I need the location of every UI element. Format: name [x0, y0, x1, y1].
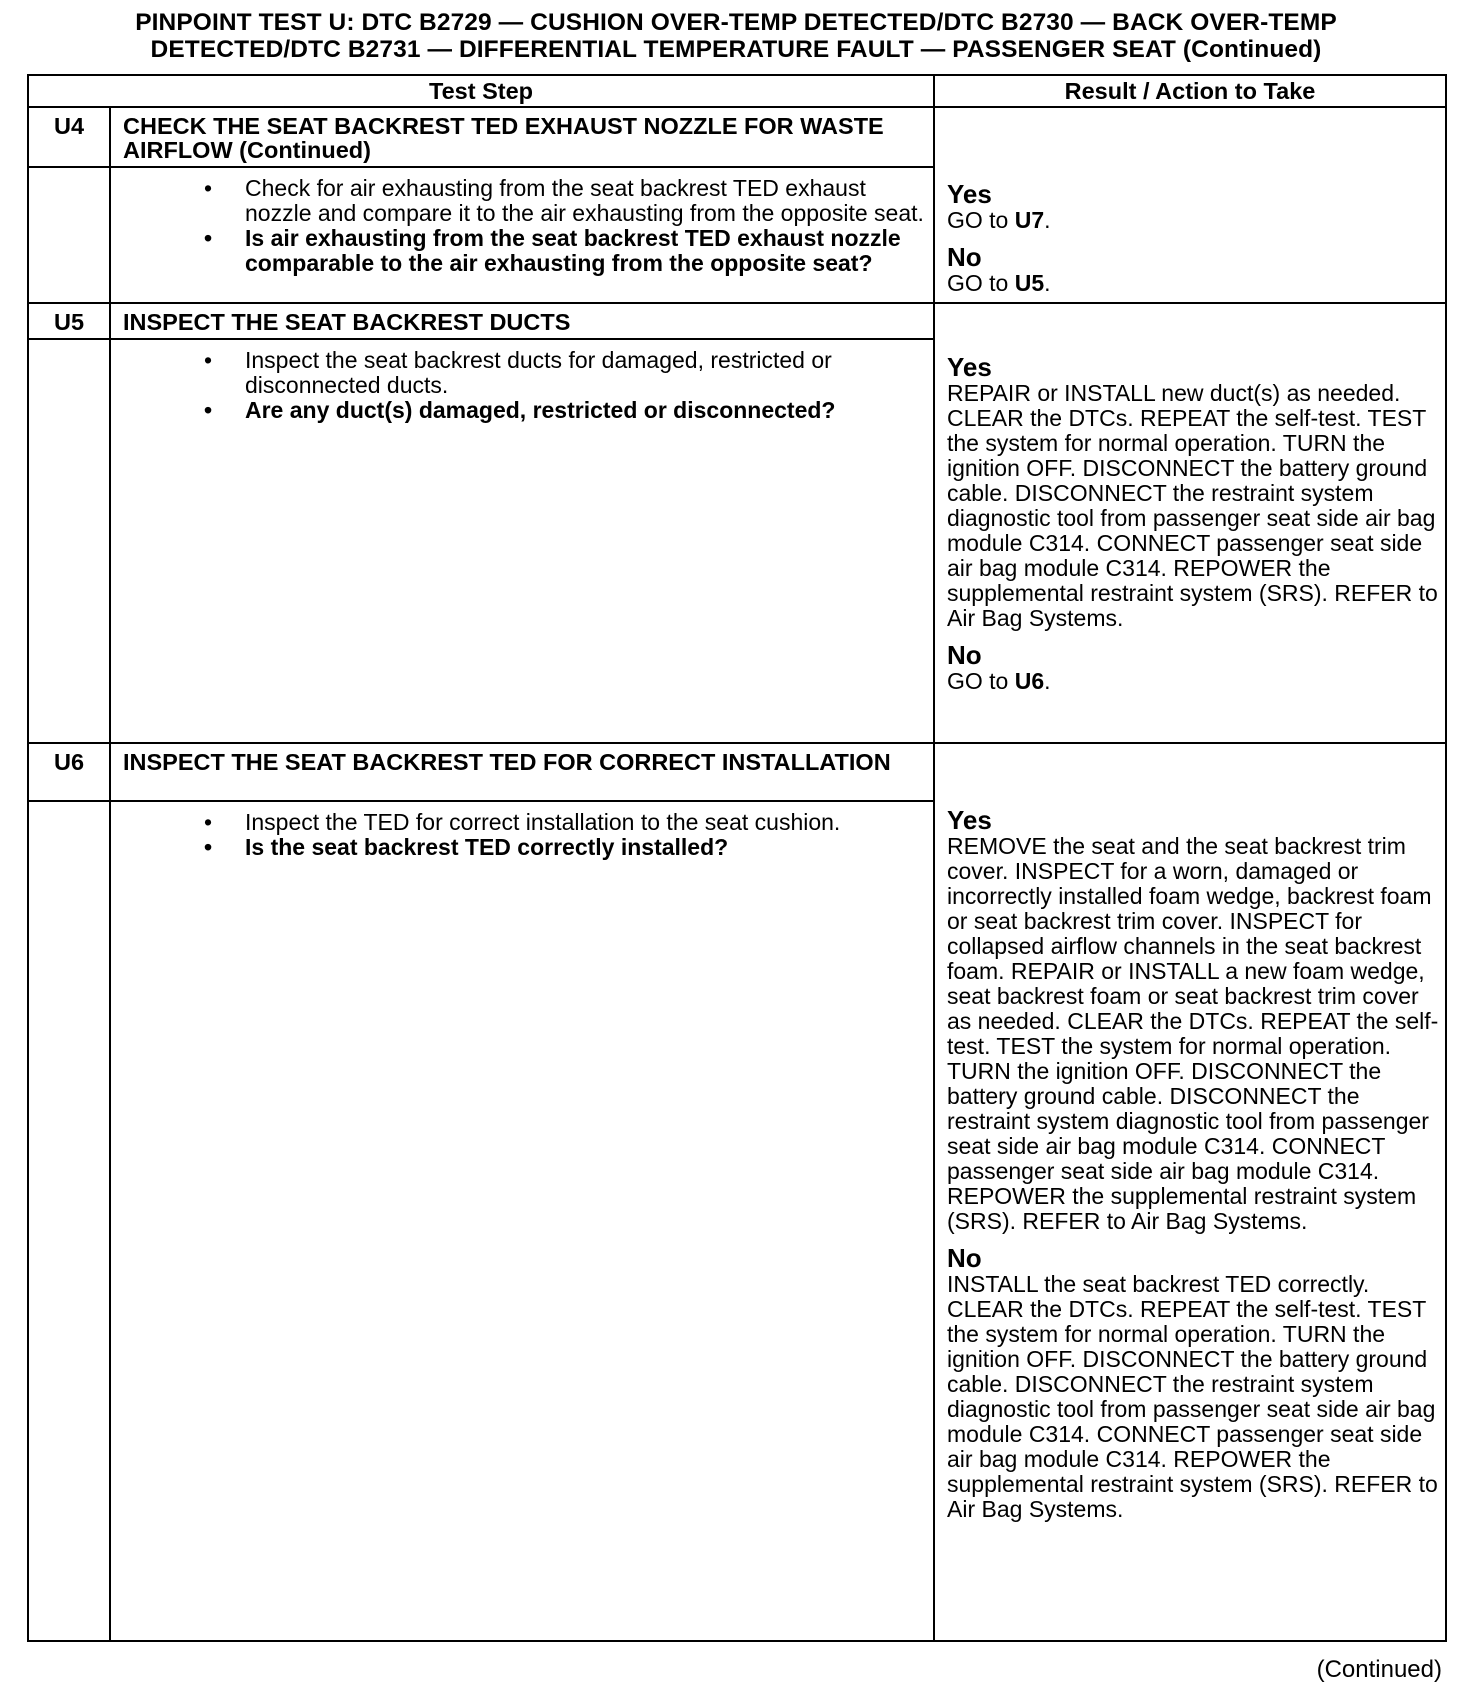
- step-question: Is air exhausting from the seat backrest TED exhaust nozzle comparable to the air exhausting from the opposite seat?: [245, 225, 901, 276]
- no-label: No: [947, 242, 982, 272]
- step-heading: INSPECT THE SEAT BACKREST TED FOR CORRECT INSTALLATION: [110, 743, 934, 801]
- step-instruction: Inspect the seat backrest ducts for damaged, restricted or disconnected ducts.: [245, 347, 832, 398]
- step-u5-heading-row: [28, 303, 1446, 339]
- title-line-1: PINPOINT TEST U: DTC B2729 — CUSHION OVER-TEMP DETECTED/DTC B2730 — BACK OVER-TEMP: [135, 9, 1337, 36]
- no-text: INSTALL the seat backrest TED correctly. CLEAR the DTCs. REPEAT the self-test. TEST the system for normal operation. TURN the ignition OFF. DISCONNECT the battery ground cable. DISCONNECT the restraint system diagnostic tool from passenger seat side air bag module C314. CONNECT passenger seat side air bag module C314. REPOWER the supplemental restraint system (SRS). REFER to Air Bag Systems.: [947, 1271, 1438, 1522]
- list-item: • Check for air exhausting from the seat backrest TED exhaust nozzle and compare it to the air exhausting from the opposite seat.: [204, 175, 924, 226]
- step-instruction: Inspect the TED for correct installation to the seat cushion.: [245, 809, 841, 835]
- step-u4-result: [934, 107, 1446, 303]
- no-tail: .: [1044, 667, 1051, 694]
- step-u4-heading-row: [28, 107, 1446, 167]
- list-item: • Are any duct(s) damaged, restricted or disconnected?: [204, 397, 836, 423]
- table-header-row: [28, 75, 1446, 107]
- list-item: • Inspect the TED for correct installation to the seat cushion.: [204, 809, 841, 835]
- step-heading: INSPECT THE SEAT BACKREST DUCTS: [110, 303, 934, 339]
- yes-tail: .: [1044, 207, 1051, 233]
- step-id: U6: [28, 743, 110, 801]
- list-item: • Is the seat backrest TED correctly installed?: [204, 834, 729, 860]
- header-test-step: Test Step: [28, 75, 934, 107]
- title-line-2: DETECTED/DTC B2731 — DIFFERENTIAL TEMPERATURE FAULT — PASSENGER SEAT (Continued): [150, 36, 1322, 63]
- yes-label: Yes: [947, 179, 992, 209]
- no-goto-link[interactable]: U5: [1014, 270, 1045, 296]
- result-yes: [947, 353, 1443, 631]
- step-body: [110, 167, 934, 303]
- no-text: GO to: [947, 667, 1009, 694]
- result-no: [947, 641, 1443, 694]
- step-body: [110, 801, 934, 1641]
- step-question: Are any duct(s) damaged, restricted or disconnected?: [245, 397, 836, 423]
- no-text: GO to: [947, 270, 1009, 296]
- yes-text: REMOVE the seat and the seat backrest trim cover. INSPECT for a worn, damaged or incorrectly installed foam wedge, backrest foam or seat backrest trim cover. INSPECT for collapsed airflow channels in the seat backrest foam. REPAIR or INSTALL a new foam wedge, seat backrest foam or seat backrest trim cover as needed. CLEAR the DTCs. REPEAT the self-test. TEST the system for normal operation. TURN the ignition OFF. DISCONNECT the battery ground cable. DISCONNECT the restraint system diagnostic tool from passenger seat side air bag module C314. CONNECT passenger seat side air bag module C314. REPOWER the supplemental restraint system (SRS). REFER to Air Bag Systems.: [947, 833, 1439, 1234]
- result-no: [947, 243, 1443, 296]
- step-u5-result: [934, 303, 1446, 743]
- pinpoint-test-table: [27, 74, 1447, 1642]
- no-goto-link[interactable]: U6: [1014, 667, 1045, 694]
- page-title: [0, 9, 1472, 63]
- result-yes: [947, 806, 1443, 1234]
- step-instruction: Check for air exhausting from the seat backrest TED exhaust nozzle and compare it to the air exhausting from the opposite seat.: [245, 175, 924, 226]
- continued-footer: (Continued): [1316, 1656, 1442, 1683]
- step-body: [110, 339, 934, 743]
- step-question: Is the seat backrest TED correctly installed?: [245, 834, 729, 860]
- yes-goto-link[interactable]: U7: [1014, 207, 1045, 233]
- list-item: • Inspect the seat backrest ducts for damaged, restricted or disconnected ducts.: [204, 347, 832, 398]
- no-tail: .: [1044, 270, 1051, 296]
- no-label: No: [947, 639, 982, 670]
- yes-label: Yes: [947, 805, 992, 835]
- step-id: U4: [28, 107, 110, 167]
- list-item: • Is air exhausting from the seat backrest TED exhaust nozzle comparable to the air exhausting from the opposite seat?: [204, 225, 901, 276]
- yes-text: REPAIR or INSTALL new duct(s) as needed. CLEAR the DTCs. REPEAT the self-test. TEST the system for normal operation. TURN the ignition OFF. DISCONNECT the battery ground cable. DISCONNECT the restraint system diagnostic tool from passenger seat side air bag module C314. CONNECT passenger seat side air bag module C314. REPOWER the supplemental restraint system (SRS). REFER to Air Bag Systems.: [947, 379, 1438, 631]
- result-yes: [947, 180, 1443, 233]
- no-label: No: [947, 1243, 982, 1273]
- yes-text: GO to: [947, 207, 1009, 233]
- step-heading: CHECK THE SEAT BACKREST TED EXHAUST NOZZLE FOR WASTE AIRFLOW (Continued): [110, 107, 934, 167]
- step-u6-heading-row: [28, 743, 1446, 801]
- step-u6-result: [934, 743, 1446, 1641]
- header-result: Result / Action to Take: [934, 75, 1446, 107]
- step-id: U5: [28, 303, 110, 339]
- result-no: [947, 1244, 1443, 1522]
- yes-label: Yes: [947, 351, 992, 382]
